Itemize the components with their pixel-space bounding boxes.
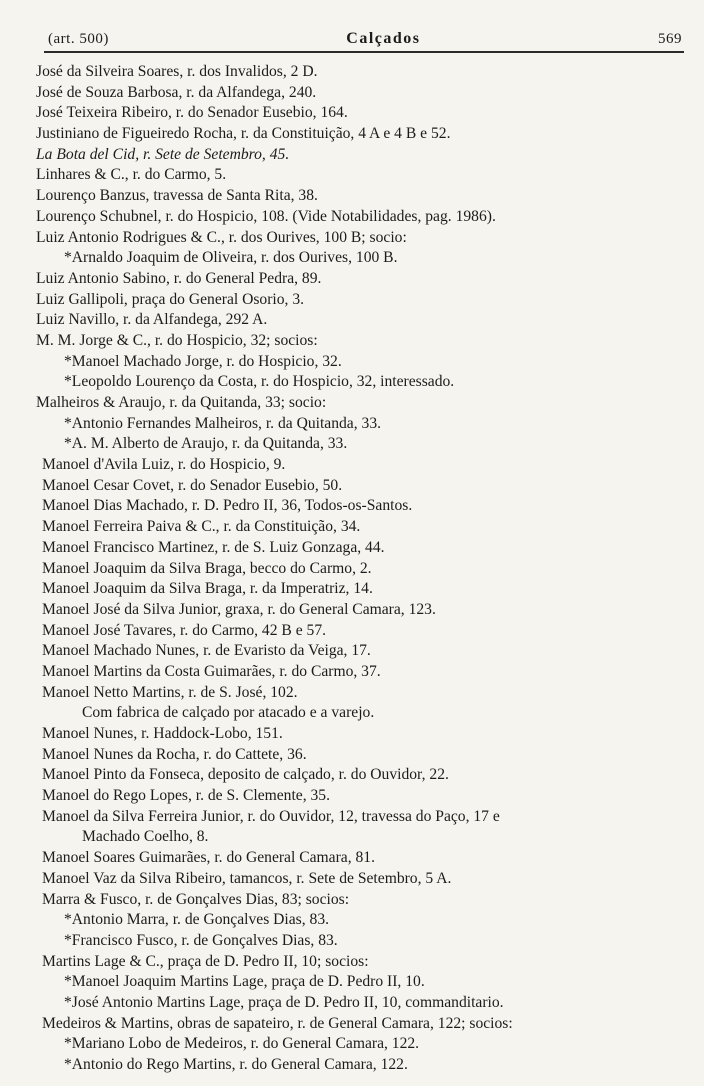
directory-entry: Martins Lage & C., praça de D. Pedro II, 10; socios:	[42, 952, 369, 970]
entry-list	[34, 62, 694, 1076]
entry-continuation: Machado Coelho, 8.	[82, 828, 209, 846]
directory-entry: M. M. Jorge & C., r. do Hospicio, 32; socios:	[36, 331, 318, 349]
partner-entry: *A. M. Alberto de Araujo, r. da Quitanda, 33.	[64, 435, 348, 453]
partner-entry: *Francisco Fusco, r. de Gonçalves Dias, 83.	[64, 931, 338, 949]
directory-entry: Luiz Antonio Sabino, r. do General Pedra, 89.	[36, 269, 322, 287]
directory-entry: Lourenço Banzus, travessa de Santa Rita, 38.	[36, 187, 318, 205]
directory-entry: Manoel Netto Martins, r. de S. José, 102.	[42, 683, 298, 701]
directory-entry: Manoel Ferreira Paiva & C., r. da Constituição, 34.	[42, 518, 361, 536]
directory-entry: Manoel Cesar Covet, r. do Senador Eusebio, 50.	[42, 476, 343, 494]
directory-entry: Lourenço Schubnel, r. do Hospicio, 108. (Vide Notabilidades, pag. 1986).	[36, 207, 496, 225]
directory-entry: Manoel da Silva Ferreira Junior, r. do Ouvidor, 12, travessa do Paço, 17 e	[42, 807, 500, 825]
directory-entry: Manoel Joaquim da Silva Braga, r. da Imperatriz, 14.	[42, 580, 373, 598]
directory-entry: José de Souza Barbosa, r. da Alfandega, 240.	[36, 83, 317, 101]
directory-entry: Manoel Nunes, r. Haddock-Lobo, 151.	[42, 725, 283, 742]
directory-entry: Manoel do Rego Lopes, r. de S. Clemente, 35.	[42, 787, 331, 805]
directory-entry: La Bota del Cid, r. Sete de Setembro, 45.	[36, 145, 290, 163]
directory-entry: Manoel Soares Guimarães, r. do General Camara, 81.	[42, 849, 375, 867]
header-rule	[44, 51, 684, 53]
directory-entry: Manoel José da Silva Junior, graxa, r. do General Camara, 123.	[42, 600, 436, 618]
directory-entry: Manoel d'Avila Luiz, r. do Hospicio, 9.	[42, 456, 286, 474]
directory-entry: Manoel Francisco Martinez, r. de S. Luiz Gonzaga, 44.	[42, 538, 385, 556]
partner-entry: *Mariano Lobo de Medeiros, r. do General Camara, 122.	[64, 1035, 420, 1053]
directory-entry: Manoel Vaz da Silva Ribeiro, tamancos, r. Sete de Setembro, 5 A.	[42, 869, 452, 887]
directory-entry: Marra & Fusco, r. de Gonçalves Dias, 83; socios:	[42, 890, 350, 908]
directory-entry: Manoel Machado Nunes, r. de Evaristo da Veiga, 17.	[42, 642, 371, 660]
entry-continuation: Com fabrica de calçado por atacado e a varejo.	[82, 704, 375, 722]
partner-entry: *Leopoldo Lourenço da Costa, r. do Hospicio, 32, interessado.	[64, 373, 455, 391]
directory-entry: Luiz Navillo, r. da Alfandega, 292 A.	[36, 311, 268, 329]
page-header	[48, 26, 682, 48]
partner-entry: *Manoel Joaquim Martins Lage, praça de D. Pedro II, 10.	[64, 973, 425, 991]
directory-entry: José Teixeira Ribeiro, r. do Senador Eusebio, 164.	[36, 104, 348, 122]
directory-entry: Manoel Pinto da Fonseca, deposito de calçado, r. do Ouvidor, 22.	[42, 766, 449, 784]
directory-entry: Luiz Gallipoli, praça do General Osorio, 3.	[36, 290, 305, 308]
directory-entry: Luiz Antonio Rodrigues & C., r. dos Ourives, 100 B; socio:	[36, 228, 407, 246]
partner-entry: *Manoel Machado Jorge, r. do Hospicio, 32.	[64, 352, 342, 370]
partner-entry: *Antonio do Rego Martins, r. do General Camara, 122.	[64, 1056, 408, 1073]
directory-entry: José da Silveira Soares, r. dos Invalidos, 2 D.	[36, 63, 318, 80]
directory-entry: Manoel Dias Machado, r. D. Pedro II, 36, Todos-os-Santos.	[42, 497, 413, 515]
directory-entry: Justiniano de Figueiredo Rocha, r. da Constituição, 4 A e 4 B e 52.	[36, 125, 451, 143]
directory-entry: Manoel Martins da Costa Guimarães, r. do Carmo, 37.	[42, 662, 381, 680]
partner-entry: *José Antonio Martins Lage, praça de D. Pedro II, 10, commanditario.	[64, 993, 504, 1011]
directory-entry: Manoel Nunes da Rocha, r. do Cattete, 36.	[42, 745, 307, 763]
directory-entry: Linhares & C., r. do Carmo, 5.	[36, 166, 227, 184]
partner-entry: *Antonio Fernandes Malheiros, r. da Quitanda, 33.	[64, 414, 382, 432]
directory-entry: Medeiros & Martins, obras de sapateiro, r. de General Camara, 122; socios:	[42, 1014, 513, 1032]
page-number: 569	[657, 31, 682, 47]
partner-entry: *Antonio Marra, r. de Gonçalves Dias, 83.	[64, 911, 330, 929]
directory-entry: Manoel José Tavares, r. do Carmo, 42 B e 57.	[42, 621, 327, 639]
article-reference: (art. 500)	[48, 31, 109, 47]
page-title: Calçados	[346, 30, 421, 47]
directory-entry: Malheiros & Araujo, r. da Quitanda, 33; socio:	[36, 394, 327, 411]
directory-entry: Manoel Joaquim da Silva Braga, becco do Carmo, 2.	[42, 559, 372, 577]
partner-entry: *Arnaldo Joaquim de Oliveira, r. dos Ourives, 100 B.	[64, 249, 398, 267]
